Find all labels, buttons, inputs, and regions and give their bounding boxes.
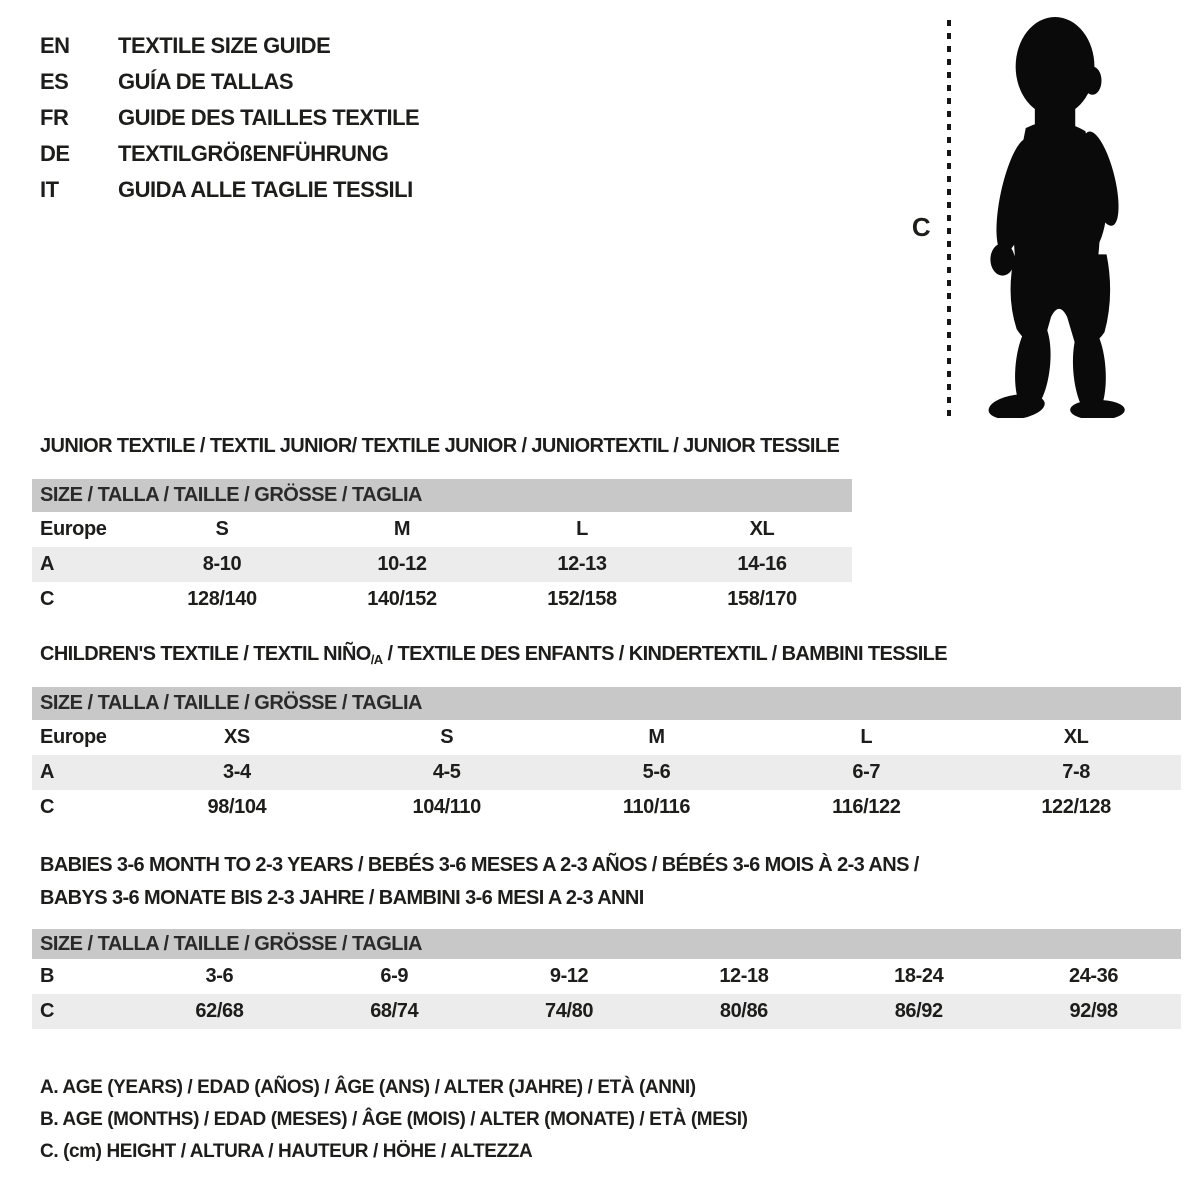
height-measure-dashed-line (947, 20, 951, 416)
age-cell: 24-36 (1068, 965, 1119, 987)
age-cell: 6-7 (852, 761, 881, 783)
guide-title-en: TEXTILE SIZE GUIDE (118, 33, 331, 58)
height-cell: 116/122 (832, 796, 901, 818)
row-label: C (40, 588, 55, 610)
children-row-europe (32, 720, 1181, 755)
guide-title-de: TEXTILGRÖßENFÜHRUNG (118, 141, 389, 166)
guide-title-fr: GUIDE DES TAILLES TEXTILE (118, 105, 420, 130)
guide-title-it: GUIDA ALLE TAGLIE TESSILI (118, 177, 413, 202)
row-label: C (40, 796, 55, 818)
row-label: C (40, 1000, 55, 1022)
age-cell: 12-13 (557, 553, 607, 575)
language-title-list (40, 28, 419, 208)
legend-line-b: B. AGE (MONTHS) / EDAD (MESES) / ÂGE (MOIS) / ALTER (MONATE) / ETÀ (MESI) (40, 1109, 748, 1130)
age-cell: 3-6 (205, 965, 234, 987)
guide-title-es: GUÍA DE TALLAS (118, 69, 294, 94)
children-row-age (32, 755, 1181, 790)
age-cell: 3-4 (223, 761, 251, 783)
junior-row-height (32, 582, 852, 617)
height-cell: 74/80 (545, 1000, 594, 1022)
row-label: Europe (40, 518, 107, 540)
children-row-height (32, 790, 1181, 825)
height-cell: 104/110 (412, 796, 481, 818)
language-row-en (40, 28, 419, 64)
measurement-legend (40, 1072, 748, 1168)
toddler-silhouette-icon (970, 14, 1133, 418)
language-code-fr: FR (40, 105, 69, 130)
children-heading-pre: CHILDREN'S TEXTILE / TEXTIL NIÑO (40, 643, 371, 665)
children-size-header-bar: SIZE / TALLA / TAILLE / GRÖSSE / TAGLIA (32, 687, 1181, 720)
size-cell: XL (749, 518, 775, 540)
size-cell: M (393, 518, 411, 540)
language-row-de (40, 136, 419, 172)
height-cell: 122/128 (1041, 796, 1111, 818)
language-code-en: EN (40, 33, 70, 58)
age-cell: 18-24 (894, 965, 944, 987)
row-label: A (40, 761, 55, 783)
height-cell: 158/170 (727, 588, 797, 610)
age-cell: 9-12 (549, 965, 589, 987)
size-cell: S (215, 518, 229, 540)
height-cell: 128/140 (187, 588, 257, 610)
junior-row-europe (32, 512, 852, 547)
children-section-heading (40, 643, 947, 667)
junior-size-table (32, 479, 852, 617)
size-cell: L (860, 726, 873, 748)
junior-size-header-bar: SIZE / TALLA / TAILLE / GRÖSSE / TAGLIA (32, 479, 852, 512)
row-label: A (40, 553, 55, 575)
size-cell: S (440, 726, 454, 748)
size-cell: XS (223, 726, 250, 748)
height-cell: 110/116 (622, 796, 691, 818)
language-row-fr (40, 100, 419, 136)
age-cell: 8-10 (202, 553, 242, 575)
babies-heading-line2: BABYS 3-6 MONATE BIS 2-3 JAHRE / BAMBINI 3-6 MESI A 2-3 ANNI (40, 887, 644, 909)
babies-size-header-bar: SIZE / TALLA / TAILLE / GRÖSSE / TAGLIA (32, 929, 1181, 959)
height-cell: 68/74 (370, 1000, 419, 1022)
children-heading-sub: /A (370, 652, 383, 667)
age-cell: 6-9 (380, 965, 409, 987)
age-cell: 5-6 (642, 761, 671, 783)
size-cell: M (648, 726, 665, 748)
height-cell: 98/104 (207, 796, 267, 818)
age-cell: 7-8 (1062, 761, 1090, 783)
age-cell: 12-18 (719, 965, 769, 987)
height-measure-label: C (911, 212, 931, 242)
junior-row-age (32, 547, 852, 582)
language-code-it: IT (40, 177, 59, 202)
babies-size-table (32, 929, 1181, 1029)
babies-row-height (32, 994, 1181, 1029)
height-cell: 140/152 (367, 588, 437, 610)
size-cell: L (576, 518, 588, 540)
babies-row-age-months (32, 959, 1181, 994)
height-cell: 62/68 (195, 1000, 244, 1022)
height-cell: 92/98 (1069, 1000, 1118, 1022)
legend-line-c: C. (cm) HEIGHT / ALTURA / HAUTEUR / HÖHE / ALTEZZA (40, 1141, 533, 1162)
children-size-table (32, 687, 1181, 825)
language-row-es (40, 64, 419, 100)
language-row-it (40, 172, 419, 208)
language-code-de: DE (40, 141, 70, 166)
age-cell: 14-16 (737, 553, 787, 575)
height-cell: 80/86 (719, 1000, 768, 1022)
row-label: Europe (40, 726, 107, 748)
junior-section-heading: JUNIOR TEXTILE / TEXTIL JUNIOR/ TEXTILE JUNIOR / JUNIORTEXTIL / JUNIOR TESSILE (40, 435, 840, 457)
size-cell: XL (1063, 726, 1089, 748)
age-cell: 10-12 (377, 553, 427, 575)
row-label: B (40, 965, 55, 987)
height-cell: 152/158 (547, 588, 617, 610)
language-code-es: ES (40, 69, 69, 94)
babies-heading-line1: BABIES 3-6 MONTH TO 2-3 YEARS / BEBÉS 3-6 MESES A 2-3 AÑOS / BÉBÉS 3-6 MOIS À 2-3 ANS / (40, 854, 919, 876)
children-heading-post: / TEXTILE DES ENFANTS / KINDERTEXTIL / BAMBINI TESSILE (382, 643, 948, 665)
babies-section-heading (40, 849, 919, 915)
age-cell: 4-5 (432, 761, 461, 783)
legend-line-a: A. AGE (YEARS) / EDAD (AÑOS) / ÂGE (ANS) / ALTER (JAHRE) / ETÀ (ANNI) (40, 1077, 696, 1098)
height-cell: 86/92 (894, 1000, 943, 1022)
